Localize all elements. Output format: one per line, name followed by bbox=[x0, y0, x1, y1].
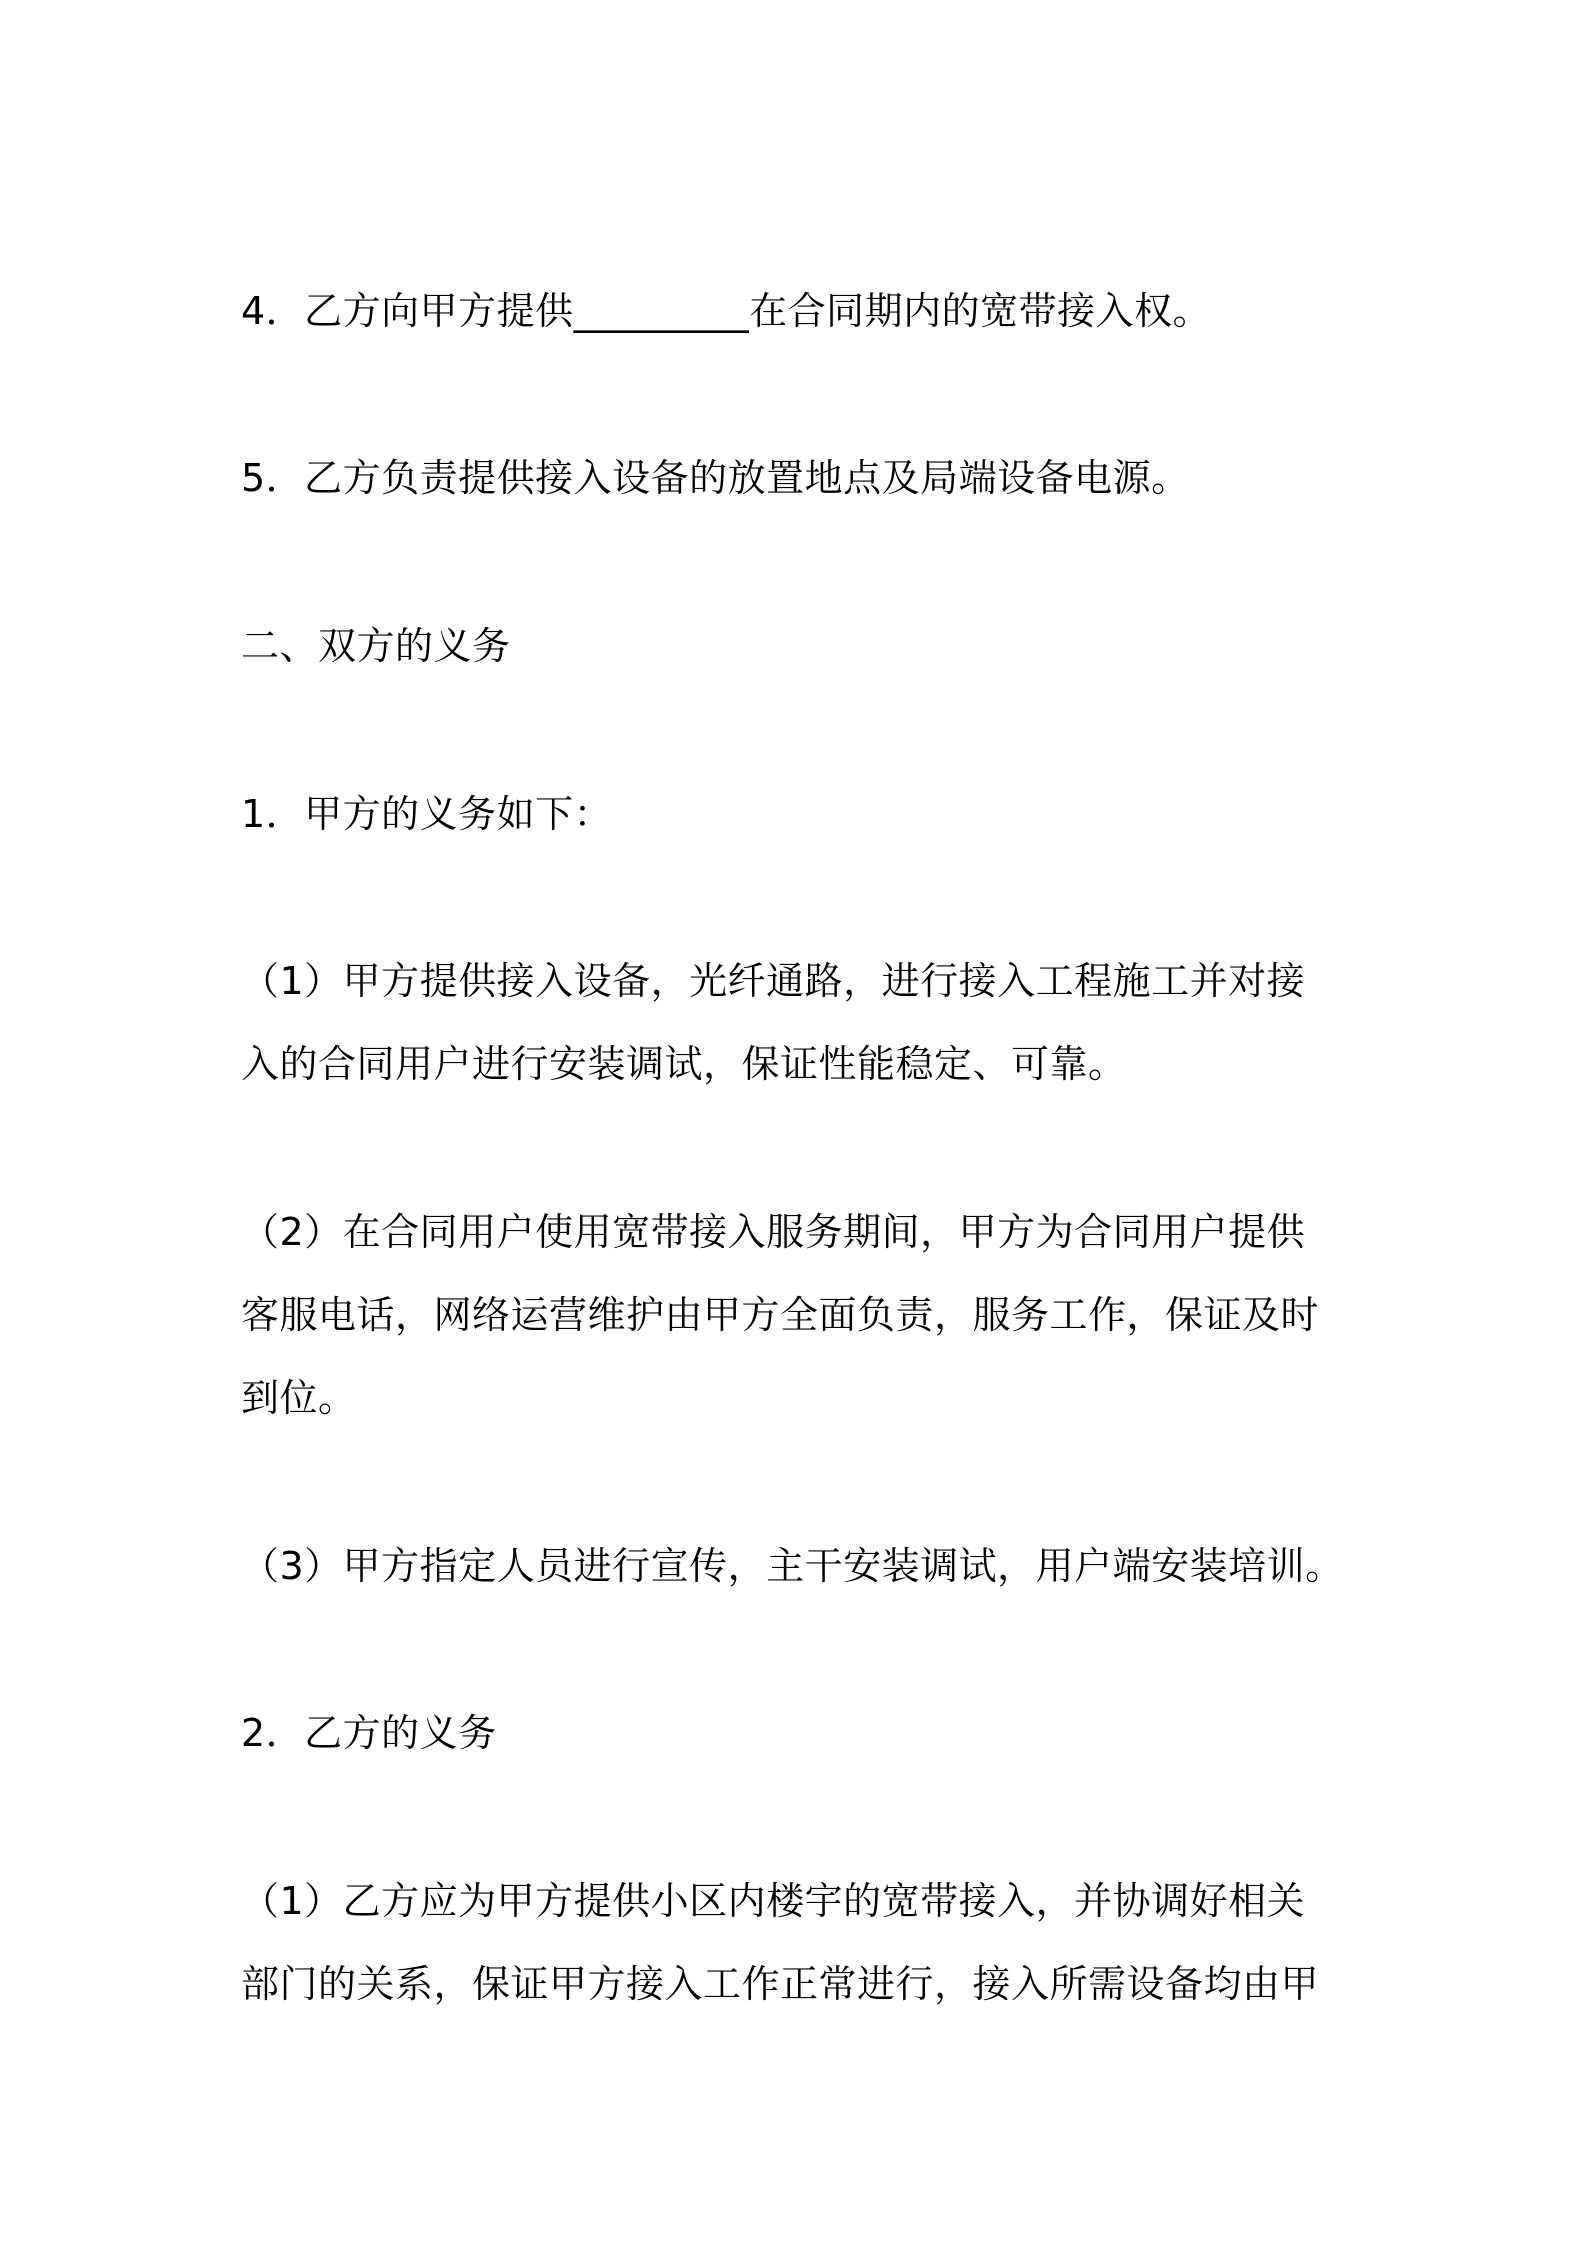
party-a-item-2-line-1: （2）在合同用户使用宽带接入服务期间，甲方为合同用户提供 bbox=[241, 1210, 1306, 1254]
party-b-obligations-heading: 2．乙方的义务 bbox=[241, 1711, 497, 1755]
party-b-item-1-line-2: 部门的关系，保证甲方接入工作正常进行，接入所需设备均由甲 bbox=[241, 1962, 1320, 2006]
party-a-item-3-text: （3）甲方指定人员进行宣传，主干安装调试，用户端安装培训。 bbox=[241, 1544, 1344, 1588]
party-a-item-2-line-2: 客服电话，网络运营维护由甲方全面负责，服务工作，保证及时 bbox=[241, 1293, 1320, 1337]
party-a-obligations-heading: 1．甲方的义务如下： bbox=[241, 792, 613, 836]
party-a-item-2-line-3: 到位。 bbox=[241, 1376, 357, 1420]
clause-5-text: 5．乙方负责提供接入设备的放置地点及局端设备电源。 bbox=[241, 456, 1190, 500]
party-a-item-1-line-2: 入的合同用户进行安装调试，保证性能稳定、可靠。 bbox=[241, 1042, 1127, 1086]
party-a-item-1-line-1: （1）甲方提供接入设备，光纤通路，进行接入工程施工并对接 bbox=[241, 959, 1306, 1003]
section-heading-obligations: 二、双方的义务 bbox=[241, 624, 511, 668]
clause-4-text: 4．乙方向甲方提供_________在合同期内的宽带接入权。 bbox=[241, 289, 1212, 333]
party-b-item-1-line-1: （1）乙方应为甲方提供小区内楼宇的宽带接入，并协调好相关 bbox=[241, 1879, 1306, 1923]
